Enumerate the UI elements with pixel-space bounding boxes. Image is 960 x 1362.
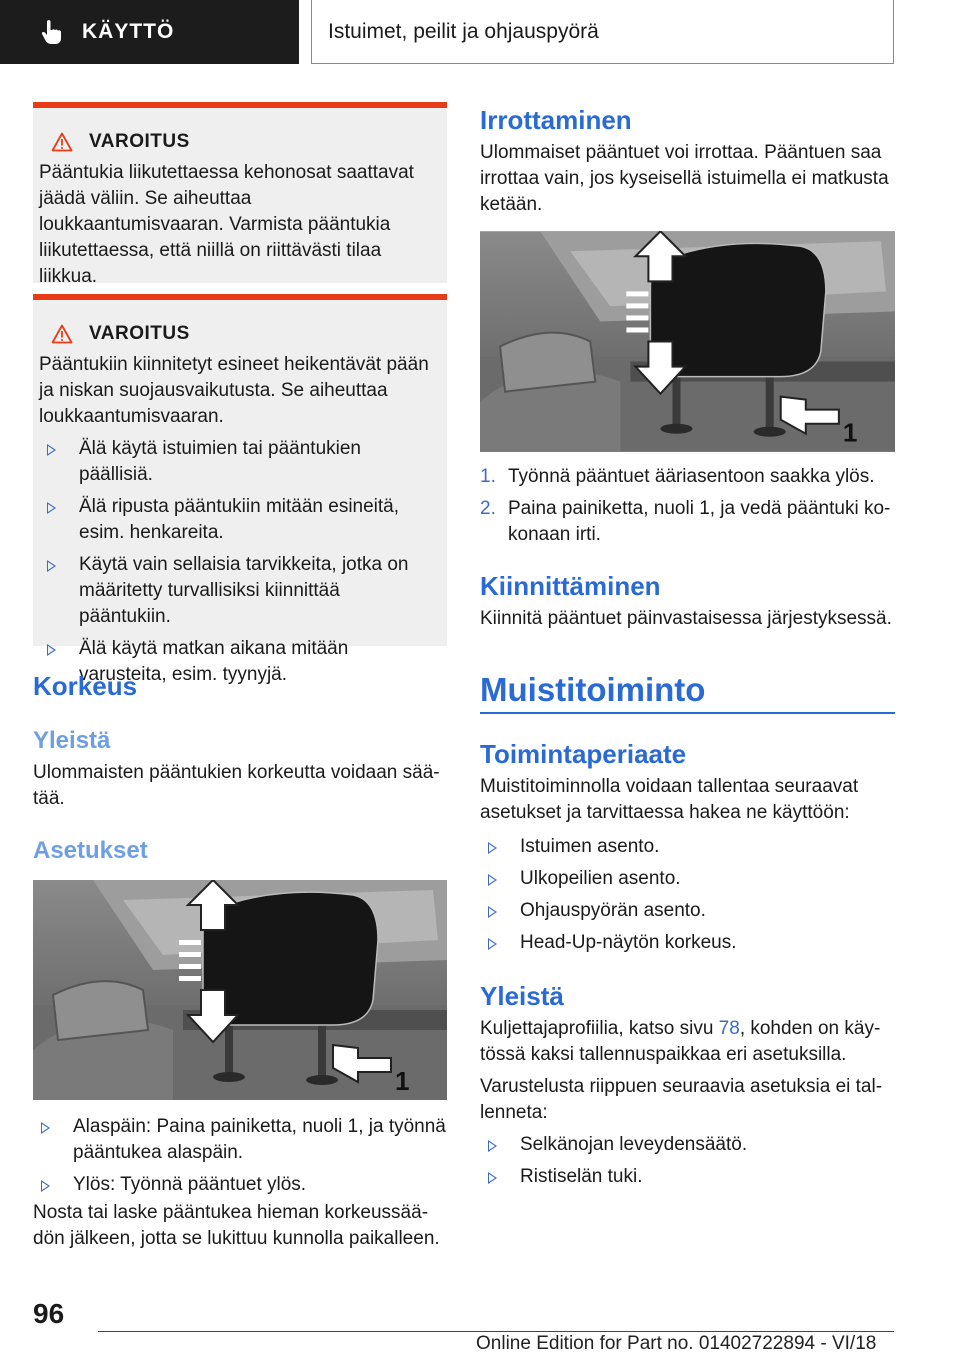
- list-item: Älä ripusta pääntukiin mitään esineitä, esim. henkareita.: [39, 494, 433, 546]
- paragraph: Ulommaiset pääntuet voi irrottaa. Pääntuen saa irrottaa vain, jos kyseisellä istuimella ei matkusta ketään.: [480, 142, 889, 215]
- list-item: Ohjauspyörän asento.: [480, 898, 895, 924]
- footer-text: Online Edition for Part no. 01402722894 - VI/18: [476, 1333, 877, 1354]
- bullet-arrow-icon: [41, 1180, 50, 1192]
- steps-list: [480, 458, 895, 548]
- chapter-header: [311, 0, 894, 64]
- bullet-arrow-icon: [488, 938, 497, 950]
- list-item: Älä käytä istuimien tai pääntukien päällisiä.: [39, 436, 433, 488]
- list-item: Käytä vain sellaisia tarvikkeita, jotka on määritetty turvallisiksi kiinnittää pääntukiin.: [39, 552, 433, 630]
- bullet-arrow-icon: [488, 874, 497, 886]
- page-number: 96: [33, 1298, 65, 1329]
- list-item: 2. Paina painiketta, nuoli 1, ja vedä pääntuki kokonaan irti.: [480, 498, 891, 545]
- periaate-list: [480, 828, 895, 956]
- bullet-arrow-icon: [488, 1172, 497, 1184]
- callout-label: 1: [842, 417, 858, 448]
- bullet-arrow-icon: [47, 444, 56, 456]
- paragraph: Muistitoiminnolla voidaan tallentaa seuraavat asetukset ja tarvittaessa hakea ne käyttöön:: [480, 776, 859, 823]
- warning-title: VAROITUS: [89, 323, 190, 344]
- warning-box-1: [33, 102, 447, 287]
- heading-rule: [480, 712, 895, 714]
- list-item: Istuimen asento.: [480, 834, 895, 860]
- section-heading-yleista: Yleistä: [480, 981, 564, 1011]
- section-heading-toimintaperiaate: Toimintaperiaate: [480, 739, 687, 769]
- paragraph: Nosta tai laske pääntukea hieman korkeussäädön jälkeen, jotta se lukittuu kunnolla paikalleen.: [33, 1202, 440, 1249]
- bullet-arrow-icon: [47, 644, 56, 656]
- paragraph: Kiinnitä pääntuet päinvastaisessa järjestyksessä.: [480, 608, 892, 629]
- list-item: Älä käytä matkan aikana mitään varusteita, esim. tyynyjä.: [39, 636, 433, 688]
- warning-triangle-icon: [51, 132, 73, 152]
- bullet-arrow-icon: [47, 502, 56, 514]
- paragraph: Ulommaisten pääntukien korkeutta voidaan säätää.: [33, 762, 440, 809]
- bullet-arrow-icon: [488, 842, 497, 854]
- bullet-arrow-icon: [47, 560, 56, 572]
- warning-list: [39, 436, 433, 688]
- list-item: Ristiselän tuki.: [480, 1164, 895, 1190]
- section-heading-irrottaminen: Irrottaminen: [480, 105, 632, 135]
- chapter-heading-muistitoiminto: Muistitoiminto: [480, 671, 706, 708]
- list-item: Head-Up-näytön korkeus.: [480, 930, 895, 956]
- bullet-arrow-icon: [488, 1140, 497, 1152]
- section-title: KÄYTTÖ: [82, 20, 175, 43]
- paragraph: Kuljettajaprofiilia, katso sivu 78, kohden on käytössä kaksi tallennuspaikkaa eri asetuksilla.: [480, 1018, 881, 1065]
- footer-rule: [98, 1331, 894, 1332]
- page-link[interactable]: 78: [718, 1018, 740, 1039]
- hand-pointer-icon: [40, 19, 64, 45]
- section-tab: [0, 0, 299, 64]
- warning-triangle-icon: [51, 324, 73, 344]
- warning-text: Pääntukia liikutettaessa kehonosat saattavat jäädä väliin. Se aiheuttaa loukkaantumisvaaran. Varmista pääntukia liikutettaessa, että niillä on riittävästi tilaa liikkua.: [39, 162, 414, 287]
- list-item: 1. Työnnä pääntuet ääriasentoon saakka ylös.: [480, 466, 875, 487]
- warning-title: VAROITUS: [89, 131, 190, 152]
- list-item: Selkänojan leveydensäätö.: [480, 1132, 895, 1158]
- headrest-illustration: [480, 231, 895, 452]
- bullet-arrow-icon: [488, 906, 497, 918]
- warning-box-2: [33, 294, 447, 685]
- section-heading-kiinnittaminen: Kiinnittäminen: [480, 571, 661, 601]
- headrest-illustration: [33, 880, 447, 1100]
- asetukset-list: [33, 1108, 447, 1198]
- subheading-yleista: Yleistä: [33, 727, 111, 754]
- chapter-title: Istuimet, peilit ja ohjauspyörä: [328, 19, 599, 43]
- subheading-asetukset: Asetukset: [33, 837, 148, 864]
- warning-text: Pääntukiin kiinnitetyt esineet heikentävät pään ja niskan suojausvaikutusta. Se aiheuttaa loukkaantumisvaaran.: [39, 354, 429, 427]
- bullet-arrow-icon: [41, 1122, 50, 1134]
- list-item: Alaspäin: Paina painiketta, nuoli 1, ja työnnä pääntukea alaspäin.: [33, 1114, 447, 1166]
- list-item: Ylös: Työnnä pääntuet ylös.: [33, 1172, 447, 1198]
- callout-label: 1: [395, 1066, 410, 1096]
- paragraph: Varustelusta riippuen seuraavia asetuksia ei tallenneta:: [480, 1076, 883, 1123]
- section-heading-korkeus: Korkeus: [33, 671, 138, 701]
- yleista-list: [480, 1126, 895, 1190]
- list-item: Ulkopeilien asento.: [480, 866, 895, 892]
